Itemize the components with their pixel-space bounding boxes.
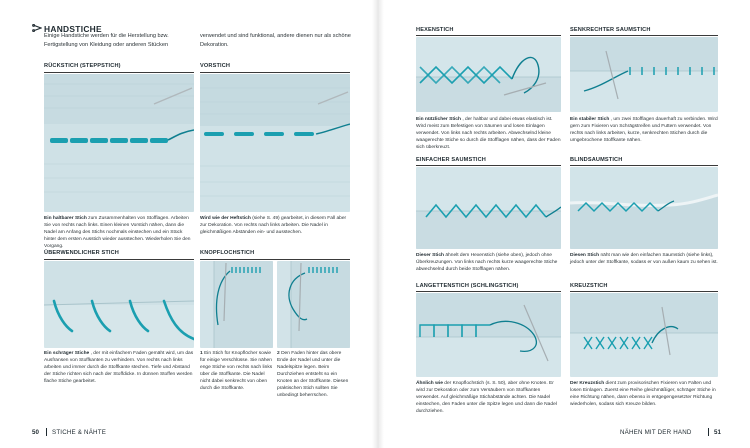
caption-rueckstich-text: zum Zusammenhalten von Stofflagen. Arbeiten Sie von rechts nach links. Einen kleinen Vorstich nähen, dann die Nadel am Anfang des Stichs nochmals einstechen und ein Stück hinter dem ersten Ausstich wieder ausstechen. Wiederholen Sie den Vorgang. xyxy=(44,216,191,249)
caption-vorstich xyxy=(200,215,350,236)
heading-vorstich: VORSTICH xyxy=(200,63,231,69)
photo-knopfloch-step2 xyxy=(277,261,350,348)
caption-senkrecht-lead: Ein stabiler Stich xyxy=(570,117,610,122)
photo-knopfloch-step1 xyxy=(200,261,273,348)
rule-hexenstich xyxy=(416,35,561,36)
rule-kreuzstich xyxy=(570,291,718,292)
book-gutter xyxy=(372,0,384,448)
caption-hexenstich xyxy=(416,116,561,151)
caption-einfacher-text: ähnelt dem Hexenstich (siehe oben), jedoch ohne Überkreuzungen. Von links nach rechts kurze waagerechte Stiche abwechselnd durch beide Stofflagen nähen. xyxy=(416,253,558,272)
rule-langetten xyxy=(416,291,561,292)
caption-senkrecht xyxy=(570,116,718,144)
chapter-intro-right: verwendet und sind funktional, andere dienen nur als schöne Dekoration. xyxy=(200,33,351,48)
heading-knopfloch: KNOPFLOCHSTICH xyxy=(200,250,255,256)
chapter-intro-left: Einige Handstiche werden für die Herstellung bzw. Fertigstellung von Kleidung oder anderen Stücken xyxy=(44,33,169,48)
caption-vorstich-lead: Wird wie der Heftstich xyxy=(200,216,251,221)
photo-langetten xyxy=(416,293,561,377)
caption-blindsaum-lead: Diesen Stich xyxy=(570,253,600,258)
photo-einfacher xyxy=(416,167,561,249)
caption-blindsaum-text: näht man wie den einfachen Saumstich (siehe links), jedoch unter der Stoffkante, sodass er von außen kaum zu sehen ist. xyxy=(570,253,718,265)
heading-einfacher: EINFACHER SAUMSTICH xyxy=(416,157,486,163)
heading-kreuzstich: KREUZSTICH xyxy=(570,283,608,289)
photo-vorstich xyxy=(200,74,350,212)
caption-rueckstich xyxy=(44,215,194,250)
photo-ueberwendlich xyxy=(44,261,194,348)
heading-langetten: LANGETTENSTICH (SCHLINGSTICH) xyxy=(416,283,519,289)
footer-separator-left xyxy=(46,428,47,436)
caption-langetten-lead: Ähnlich wie xyxy=(416,381,443,386)
footer-separator-right xyxy=(708,428,709,436)
heading-blindsaum: BLINDSAUMSTICH xyxy=(570,157,623,163)
caption-knopfloch-step2 xyxy=(277,350,350,399)
footer-section-left: STICHE & NÄHTE xyxy=(52,429,107,436)
photo-hexenstich xyxy=(416,37,561,112)
heading-senkrecht: SENKRECHTER SAUMSTICH xyxy=(570,27,651,33)
caption-knopfloch-step1-text: Ein Stich für Knopflöcher sowie für einige Verschlüsse. Sie nähen enge Stiche von rechts nach links über die Stoffkante. Die Nadel nicht dabei senkrecht von oben durch die Stoffkante. xyxy=(200,351,273,391)
photo-senkrecht xyxy=(570,37,718,112)
caption-einfacher xyxy=(416,252,561,273)
rule-vorstich xyxy=(200,72,350,73)
caption-vorstich-text: (siehe S. 49) gearbeitet, in diesem Fall aber zur Dekoration. Von rechts nach links arbeiten. Die Nadel in gleichmäßigen Abständen ein- und ausstechen. xyxy=(200,216,347,235)
caption-einfacher-lead: Dieser Stich xyxy=(416,253,444,258)
photo-rueckstich xyxy=(44,74,194,212)
caption-kreuzstich-text: dient zum provisorischen Fixieren von Falten und losen Einlagen. Zuerst eine Reihe gleichmäßiger, schräger Stiche in eine Richtung nähen, dann ebenso in entgegengesetzter Richtung wiederholen, sodass sich Kreuze bilden. xyxy=(570,381,716,407)
footer-section-right: NÄHEN MIT DER HAND xyxy=(620,429,692,436)
rule-rueckstich xyxy=(44,72,194,73)
heading-ueberwendlich: ÜBERWENDLICHER STICH xyxy=(44,250,119,256)
heading-rueckstich: RÜCKSTICH (STEPPSTICH) xyxy=(44,63,121,69)
caption-knopfloch-step1 xyxy=(200,350,273,392)
caption-knopfloch-step2-num: 2 xyxy=(277,351,280,356)
caption-ueberwendlich xyxy=(44,350,194,385)
page-number-left: 50 xyxy=(32,429,39,436)
caption-knopfloch-step1-num: 1 xyxy=(200,351,203,356)
caption-kreuzstich-lead: Der Kreuzstich xyxy=(570,381,605,386)
page-number-right: 51 xyxy=(714,429,721,436)
photo-blindsaum xyxy=(570,167,718,249)
caption-ueberwendlich-lead: Ein schräger Stiche xyxy=(44,351,90,356)
caption-kreuzstich xyxy=(570,380,718,408)
caption-hexenstich-text: , der haltbar und dabei etwas elastisch ist. Wird meist zum Befestigen von Säumen und losen Einlagen verwendet. Von links nach rechts arbeiten. Abwechselnd kleine waagerechte Stiche so durch die Stofflagen nähen, dass der Faden sich überkreuzt. xyxy=(416,117,561,150)
caption-rueckstich-lead: Ein haltbarer Stich xyxy=(44,216,87,221)
caption-knopfloch-step2-text: Den Faden hinter das obere Ende der Nadel und unter die Nadelspitze legen. Beim Durchziehen entsteht so ein Knoten an der Stoffkante. Diesen praktischen Stich sollten Sie unbedingt beherrschen. xyxy=(277,351,349,398)
rule-ueberwendlich xyxy=(44,259,194,260)
chapter-title: HANDSTICHE xyxy=(44,24,102,34)
caption-ueberwendlich-text: , der mit einfachem Faden gemäht wird, um das Ausfransen von Stoffkanten zu verhindern. Von rechts nach links arbeiten und immer durch die Stoffkante stechen. Tiefe und Abstand der Stiche richten sich nach der Stoffdicke. In dünnen Stoffen werden flache Stiche gearbeitet. xyxy=(44,351,194,384)
heading-hexenstich: HEXENSTICH xyxy=(416,27,454,33)
photo-kreuzstich xyxy=(570,293,718,377)
rule-blindsaum xyxy=(570,165,718,166)
rule-einfacher xyxy=(416,165,561,166)
scissors-icon xyxy=(32,24,42,32)
caption-hexenstich-lead: Ein nützlicher Stich xyxy=(416,117,461,122)
rule-senkrecht xyxy=(570,35,718,36)
caption-langetten xyxy=(416,380,561,415)
caption-langetten-text: der Knopflochstich (s. S. 50), aber ohne Knoten. Er wird zur Dekoration oder zum Versäubern von Stoffkanten verwendet. Auf gleichmäßige Stichabstände achten. Die Nadel einstechen, den Faden unter die Spitze legen und dann die Nadel durchziehen. xyxy=(416,381,557,414)
caption-blindsaum xyxy=(570,252,718,266)
rule-knopfloch xyxy=(200,259,350,260)
caption-senkrecht-text: , um zwei Stofflagen dauerhaft zu verbinden. Wird gern zum Fixieren von Schrägstreifen und Futtern verwendet. Von rechts nach links arbeiten, kurze, senkrechten Stichen durch die umgebrochene Stoffkante nähen. xyxy=(570,117,718,143)
